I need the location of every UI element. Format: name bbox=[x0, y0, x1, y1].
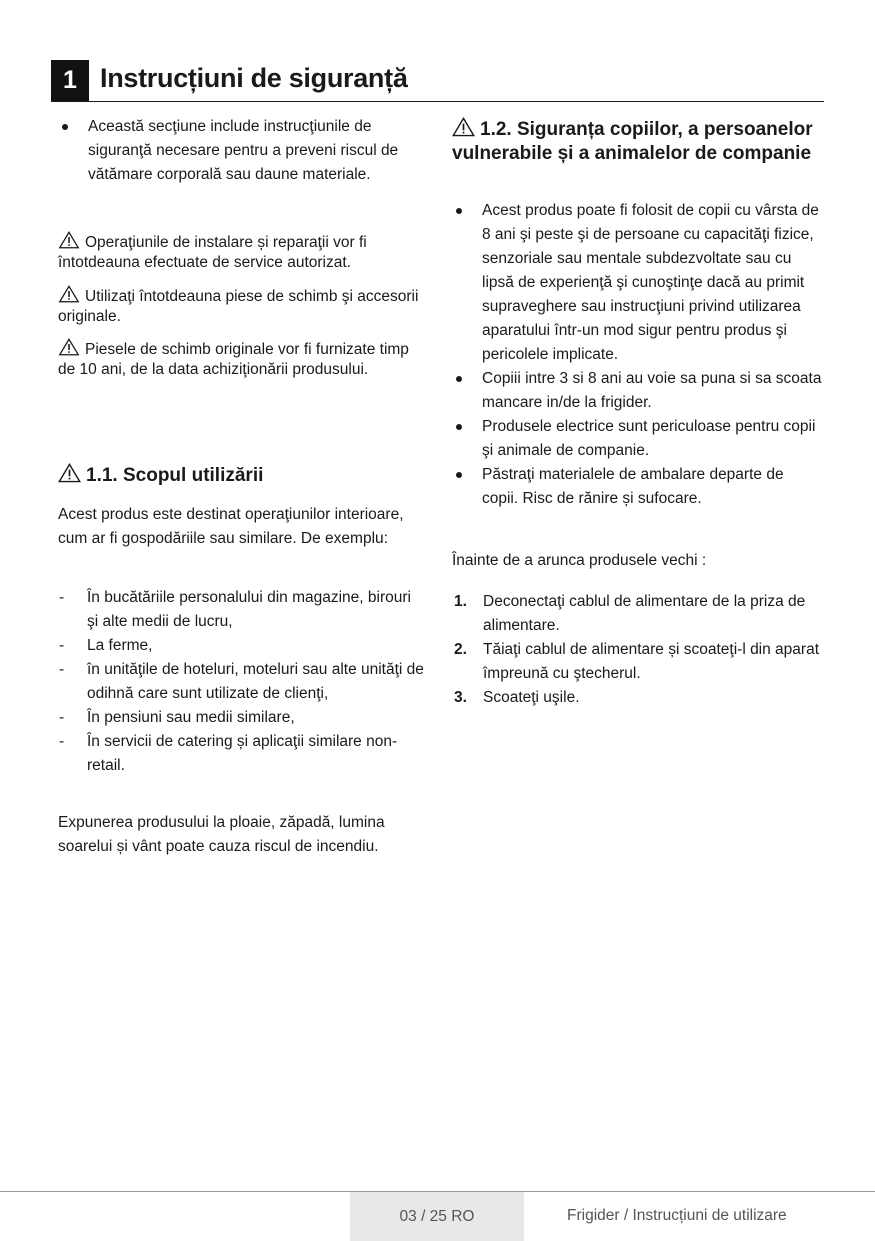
list-item: Păstraţi materialele de ambalare departe de copii. Risc de rănire și sufocare. bbox=[452, 463, 824, 511]
step-text: Tăiaţi cablul de alimentare și scoateţi-l din aparat împreună cu ştecherul. bbox=[483, 641, 820, 682]
children-bullets bbox=[452, 199, 824, 511]
page-number: 03 / 25 RO bbox=[350, 1192, 524, 1241]
section-title-text: 1.1. Scopul utilizării bbox=[86, 465, 264, 486]
warning-icon bbox=[452, 117, 475, 137]
warning-installation bbox=[58, 231, 424, 273]
usage-examples bbox=[58, 586, 424, 778]
list-item: - În servicii de catering și aplicaţii similare non-retail. bbox=[58, 730, 424, 778]
chapter-title: Instrucțiuni de siguranță bbox=[100, 63, 408, 93]
list-item: - La ferme, bbox=[58, 634, 424, 658]
warning-icon bbox=[58, 463, 81, 483]
step-text: Scoateţi uşile. bbox=[483, 689, 580, 706]
warning-icon bbox=[58, 338, 80, 356]
list-item bbox=[452, 638, 824, 686]
warning-availability bbox=[58, 338, 424, 380]
section-title-text: 1.2. Siguranța copiilor, a persoanelor vulnerabile și a animalelor de companie bbox=[452, 119, 813, 164]
chapter-number: 1 bbox=[51, 60, 89, 101]
list-item: - În bucătăriile personalului din magazine, birouri şi alte medii de lucru, bbox=[58, 586, 424, 634]
step-text: Deconectaţi cablul de alimentare de la priza de alimentare. bbox=[483, 593, 806, 634]
list-item: Copiii intre 3 si 8 ani au voie sa puna si sa scoata mancare in/de la frigider. bbox=[452, 367, 824, 415]
usage-intro: Acest produs este destinat operaţiunilor interioare, cum ar fi gospodăriile sau similare. De exemplu: bbox=[58, 506, 404, 547]
list-item: - în unităţile de hoteluri, moteluri sau alte unităţi de odihnă care sunt utilizate de clienţi, bbox=[58, 658, 424, 706]
list-item bbox=[452, 686, 824, 710]
disposal-intro: Înainte de a arunca produsele vechi : bbox=[452, 552, 707, 569]
step-number: 3. bbox=[454, 689, 467, 706]
list-item: Acest produs poate fi folosit de copii cu vârsta de 8 ani şi peste şi de persoane cu capacităţi fizice, senzoriale sau mentale subdezvoltate sau cu lipsă de experienţă şi cunoştinţe dacă au primit supraveghere sau instrucţiuni privind utilizarea aparatului într-un mod sigur pentru produs şi pericolele implicate. bbox=[452, 199, 824, 367]
warning-spare-parts bbox=[58, 285, 424, 327]
list-item: Produsele electrice sunt periculoase pentru copii şi animale de companie. bbox=[452, 415, 824, 463]
list-item: - În pensiuni sau medii similare, bbox=[58, 706, 424, 730]
intro-block bbox=[58, 115, 424, 187]
warning-text: Operaţiunile de instalare și reparaţii vor fi întotdeauna efectuate de service autorizat. bbox=[58, 234, 367, 271]
warning-text: Piesele de schimb originale vor fi furnizate timp de 10 ani, de la data achiziţionării produsului. bbox=[58, 341, 409, 378]
disposal-steps bbox=[452, 590, 824, 710]
list-item: Această secţiune include instrucţiunile de siguranţă necesare pentru a preveni riscul de vătămare corporală sau daune materiale. bbox=[58, 115, 424, 187]
list-item bbox=[452, 590, 824, 638]
step-number: 1. bbox=[454, 593, 467, 610]
section-title-children bbox=[452, 117, 824, 166]
section-title-usage bbox=[58, 463, 424, 488]
warning-text: Utilizaţi întotdeauna piese de schimb şi accesorii originale. bbox=[58, 288, 419, 325]
chapter-header bbox=[51, 60, 824, 102]
warning-icon bbox=[58, 231, 80, 249]
usage-closing: Expunerea produsului la ploaie, zăpadă, lumina soarelui și vânt poate cauza riscul de incendiu. bbox=[58, 814, 385, 855]
step-number: 2. bbox=[454, 641, 467, 658]
footer-doc-title: Frigider / Instrucțiuni de utilizare bbox=[567, 1207, 787, 1224]
warning-icon bbox=[58, 285, 80, 303]
